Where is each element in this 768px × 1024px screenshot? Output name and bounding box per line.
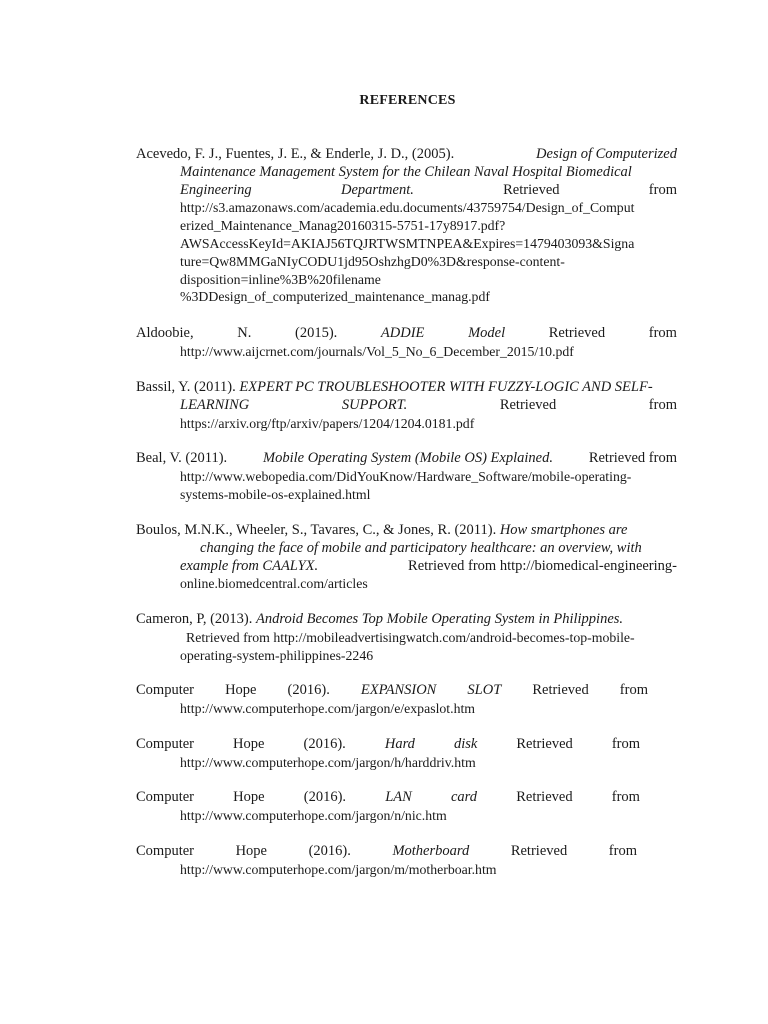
ref-line [136,450,677,468]
ref-url-link[interactable]: http://s3.amazonaws.com/academia.edu.documents/43759754/Design_of_Comput [180,200,635,216]
ref-line [136,682,648,700]
ref-title-word: Engineering [180,181,252,198]
ref-title-word: SLOT [467,682,502,698]
ref-retrieved: Retrieved [516,736,573,752]
ref-year: (2015). [294,325,338,341]
ref-url-link[interactable]: operating-system-philippines-2246 [180,647,374,663]
ref-authors: Cameron, P, (2013). [136,611,257,627]
ref-line [136,736,640,754]
ref-title-word: disk [453,736,478,752]
reference-acevedo [136,146,677,306]
ref-retrieved: Retrieved [499,396,557,413]
ref-word: N. [237,325,252,341]
ref-url-link[interactable]: http://www.webopedia.com/DidYouKnow/Hardware_Software/mobile-operating- [180,468,632,484]
ref-line [136,397,677,415]
ref-from: from [648,181,677,198]
ref-title: Mobile Operating System (Mobile OS) Explained. [263,450,553,466]
ref-title-word: SUPPORT. [341,396,408,413]
ref-url-link[interactable]: ture=Qw8MMGaNIyCODU1jd95OshzhgD0%3D&response-content- [180,253,565,269]
ref-retrieved: Retrieved from http://biomedical-engineering- [408,557,677,574]
ref-title: How smartphones are [499,522,628,538]
ref-url-link[interactable]: online.biomedcentral.com/articles [180,576,368,592]
ref-retrieved: Retrieved [510,843,568,859]
reference-aldoobie [136,325,677,361]
ref-url-link[interactable]: http://www.computerhope.com/jargon/n/nic.htm [180,807,447,823]
ref-url-link[interactable]: systems-mobile-os-explained.html [180,486,371,502]
ref-word: Hope [235,843,267,859]
ref-from: from [608,843,637,859]
ref-authors: Bassil, Y. (2011). [136,379,240,395]
reference-computerhope-motherboard [136,843,637,879]
ref-title-word: card [451,789,478,805]
ref-title-text: Maintenance Management System for the Chilean Naval Hospital Biomedical [180,163,632,180]
ref-word: Computer [136,789,194,805]
ref-line [136,843,637,861]
ref-word: Hope [225,682,257,698]
reference-computerhope-harddisk [136,736,640,772]
ref-title-cont [136,164,677,182]
ref-title-word: Model [468,325,506,341]
ref-title: Design of Computerized [536,146,677,162]
ref-word: Aldoobie, [136,325,194,341]
ref-url-link[interactable]: disposition=inline%3B%20filename [180,271,381,287]
ref-line [136,182,677,200]
reference-beal [136,450,677,503]
ref-title-word: Hard [384,736,415,752]
ref-title-word: Motherboard [392,843,470,859]
ref-word: Hope [233,736,265,752]
reference-computerhope-lancard [136,789,640,825]
ref-line [136,146,677,164]
ref-word: Computer [136,736,194,752]
reference-bassil [136,379,677,432]
reference-boulos [136,522,677,593]
reference-computerhope-expansion [136,682,648,718]
ref-title: EXPERT PC TROUBLESHOOTER WITH FUZZY-LOGIC AND SELF- [239,379,653,395]
ref-word: Computer [136,843,194,859]
references-heading: REFERENCES [359,93,456,108]
ref-authors: Beal, V. (2011). [136,450,228,466]
ref-title-word: LAN [385,789,412,805]
ref-line [136,540,677,558]
ref-year: (2016). [303,736,346,752]
ref-retrieved: Retrieved from [588,450,677,466]
ref-retrieved: Retrieved [532,682,589,698]
ref-url-link[interactable]: Retrieved from http://mobileadvertisingwatch.com/android-becomes-top-mobile- [186,629,635,645]
ref-from: from [611,736,640,752]
ref-title-word: EXPANSION [360,682,437,698]
ref-url-link[interactable]: erized_Maintenance_Manag20160315-5751-17y8917.pdf? [180,218,506,234]
ref-url-link[interactable]: AWSAccessKeyId=AKIAJ56TQJRTWSMTNPEA&Expires=1479403093&Signa [180,235,635,251]
ref-line [136,789,640,807]
ref-url-link[interactable]: http://www.aijcrnet.com/journals/Vol_5_No_6_December_2015/10.pdf [180,343,574,359]
ref-from: from [619,682,648,698]
ref-authors: Acevedo, F. J., Fuentes, J. E., & Enderle, J. D., (2005). [136,146,455,162]
ref-line [136,379,677,397]
ref-url-link[interactable]: http://www.computerhope.com/jargon/h/harddriv.htm [180,754,476,770]
ref-line [136,558,677,576]
ref-year: (2016). [303,789,347,805]
ref-from: from [648,396,677,413]
ref-word: Hope [233,789,265,805]
reference-cameron [136,611,677,664]
ref-authors: Boulos, M.N.K., Wheeler, S., Tavares, C., & Jones, R. (2011). [136,522,500,538]
ref-title: Android Becomes Top Mobile Operating System in Philippines. [256,611,624,627]
ref-title-word: example from CAALYX. [180,557,319,574]
ref-from: from [611,789,640,805]
ref-title-word: ADDIE [380,325,425,341]
ref-url-link[interactable]: http://www.computerhope.com/jargon/e/expaslot.htm [180,700,476,716]
ref-retrieved: Retrieved [516,789,573,805]
ref-title-word: LEARNING [180,396,250,413]
ref-year: (2016). [308,843,351,859]
ref-url-link[interactable]: https://arxiv.org/ftp/arxiv/papers/1204/1204.0181.pdf [180,415,475,431]
ref-from: from [648,325,677,341]
ref-word: Computer [136,682,194,698]
ref-url-link[interactable]: %3DDesign_of_computerized_maintenance_manag.pdf [180,289,490,305]
ref-line [136,522,677,540]
ref-title-text: changing the face of mobile and participatory healthcare: an overview, with [200,539,642,556]
ref-line [136,611,677,629]
ref-url-link[interactable]: http://www.computerhope.com/jargon/m/motherboar.htm [180,861,497,877]
ref-title-word: Department. [340,181,414,198]
ref-line [136,325,677,343]
ref-retrieved: Retrieved [503,181,560,198]
ref-retrieved: Retrieved [548,325,606,341]
ref-year: (2016). [287,682,330,698]
